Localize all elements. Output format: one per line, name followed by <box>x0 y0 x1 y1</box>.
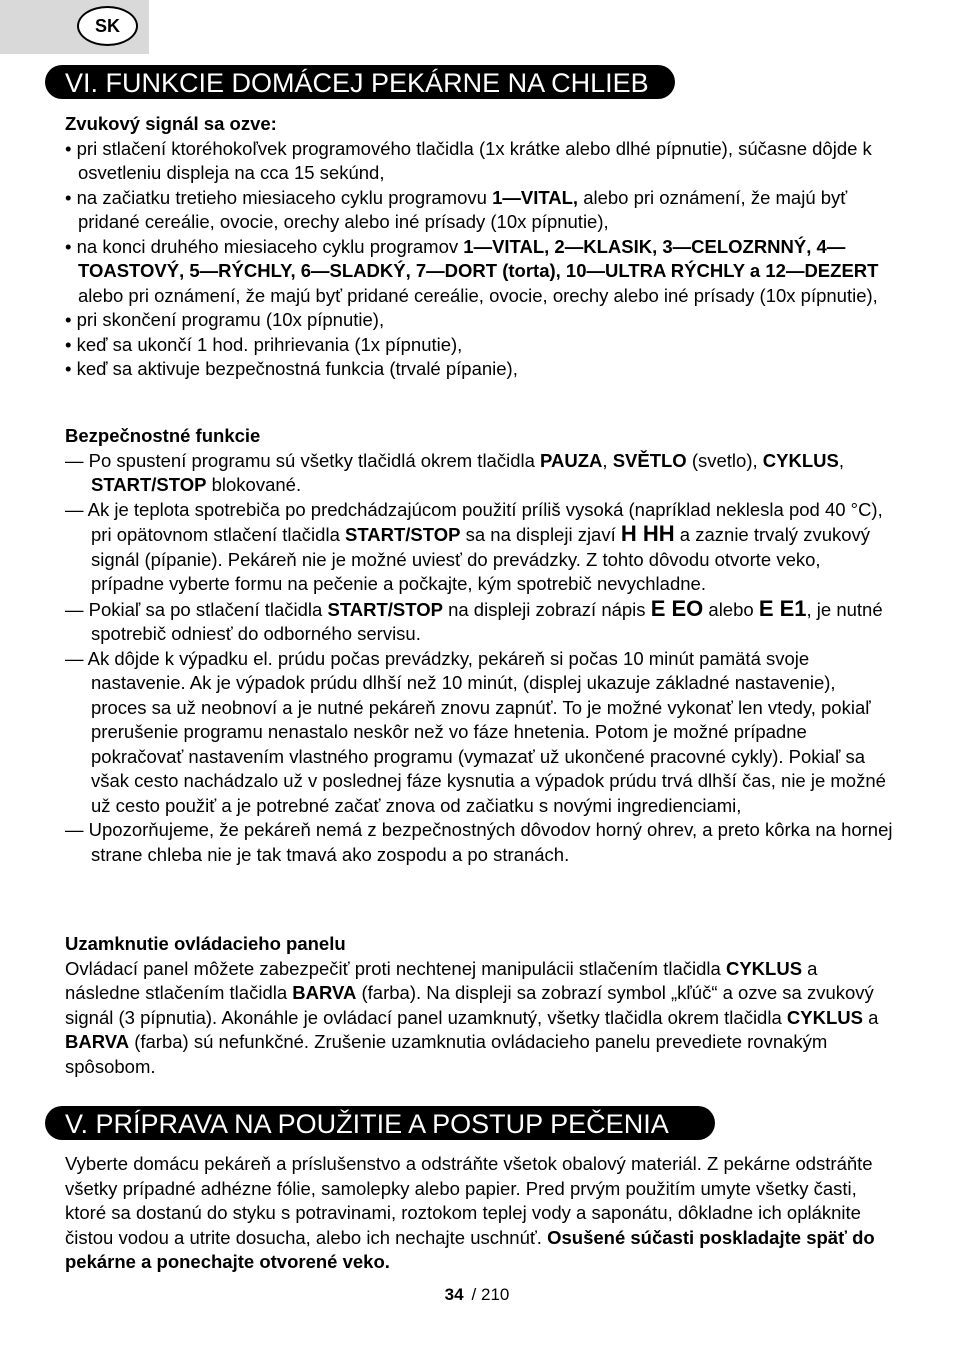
section-heading-v: V. PRÍPRAVA NA POUŽITIE A POSTUP PEČENIA <box>45 1106 715 1140</box>
list-item: • keď sa aktivuje bezpečnostná funkcia (trvalé pípanie), <box>65 358 518 379</box>
panel-lock-section <box>65 932 895 1079</box>
language-tab <box>0 0 149 54</box>
list-item: • pri stlačení ktoréhokoľvek programového tlačidla (1x krátke alebo dlhé pípnutie), súčasne dôjde k osvetleniu displeja na cca 15 sekúnd, <box>65 137 872 183</box>
panel-lock-text: Ovládací panel môžete zabezpečiť proti nechtenej manipulácii stlačením tlačidla CYKLUS a následne stlačením tlačidla BARVA (farba). Na displeji sa zobrazí symbol „kľúč“ a ozve sa zvukový signál (3 pípnutia). Akonáhle je ovládací panel uzamknutý, všetky tlačidla okrem tlačidla CYKLUS a BARVA (farba) sú nefunkčné. Zrušenie uzamknutia ovládacieho panelu prevediete rovnakým spôsobom. <box>65 957 879 1077</box>
sound-signal-title: Zvukový signál sa ozve: <box>65 113 277 134</box>
panel-lock-title: Uzamknutie ovládacieho panelu <box>65 933 346 954</box>
page-total: / 210 <box>471 1285 510 1304</box>
list-item: — Upozorňujeme, že pekáreň nemá z bezpečnostných dôvodov horný ohrev, a preto kôrka na hornej strane chleba nie je tak tmavá ako zospodu a po stranách. <box>65 819 893 865</box>
page-number <box>0 1283 954 1308</box>
section-heading-vi: VI. FUNKCIE DOMÁCEJ PEKÁRNE NA CHLIEB <box>45 65 675 99</box>
preparation-section <box>65 1152 895 1275</box>
list-item: — Ak dôjde k výpadku el. prúdu počas prevádzky, pekáreň si počas 10 minút pamätá svoje nastavenie. Ak je výpadok prúdu dlhší než 10 minút, (displej ukazuje základné nastavenie), proces sa už neobnoví a je nutné pekáreň znovu zapnúť. To je možné vykonať len vtedy, pokiaľ prerušenie programu nenastalo neskôr než vo fáze hnetenia. Potom je možné prípadne pokračovať nastavením vlastného programu (vymazať už ukončené pracovné cykly). Pokiaľ sa však cesto nachádzalo už v poslednej fáze kysnutia a výpadok prúdu trvá dlhší čas, nie je možné už cesto použiť a je potrebné začať znova od začiatku s novými ingredienciami, <box>65 647 886 816</box>
safety-title: Bezpečnostné funkcie <box>65 425 261 446</box>
list-item: — Po spustení programu sú všetky tlačidlá okrem tlačidla PAUZA, SVĚTLO (svetlo), CYKLUS, START/STOP blokované. <box>65 449 844 495</box>
safety-section <box>65 424 895 867</box>
list-item: • pri skončení programu (10x pípnutie), <box>65 309 385 330</box>
list-item: — Ak je teplota spotrebiča po predchádzajúcom použití príliš vysoká (napríklad neklesla pod 40 °C), pri opätovnom stlačení tlačidla START/STOP sa na displeji zjaví H HH a zaznie trvalý zvukový signál (pípanie). Pekáreň nie je možné uviesť do prevádzky. Z tohto dôvodu otvorte veko, prípadne vyberte formu na pečenie a počkajte, kým spotrebič nevychladne. <box>65 498 883 594</box>
list-item: • na začiatku tretieho miesiaceho cyklu programovu 1—VITAL, alebo pri oznámení, že majú byť pridané cereálie, ovocie, orechy alebo iné prísady (10x pípnutie), <box>65 186 848 232</box>
language-badge: SK <box>77 6 138 46</box>
sound-signal-section <box>65 112 895 382</box>
list-item: • keď sa ukončí 1 hod. prihrievania (1x pípnutie), <box>65 333 463 355</box>
preparation-text: Vyberte domácu pekáreň a príslušenstvo a odstráňte všetok obalový materiál. Z pekárne odstráňte všetky prípadné adhézne fólie, samolepky alebo papier. Pred prvým použitím umyte všetky časti, ktoré sa dostanú do styku s potravinami, roztokom teplej vody a saponátu, dôkladne ich opláknite čistou vodou a utrite dosucha, alebo ich nechajte uschnúť. Osušené súčasti poskladajte späť do pekárne a ponechajte otvorené veko. <box>65 1153 875 1272</box>
list-item: • na konci druhého miesiaceho cyklu programov 1—VITAL, 2—KLASIK, 3—CELOZRNNÝ, 4—TOASTOVÝ, 5—RÝCHLY, 6—SLADKÝ, 7—DORT (torta), 10—ULTRA RÝCHLY a 12—DEZERT alebo pri oznámení, že majú byť pridané cereálie, ovocie, orechy alebo iné prísady (10x pípnutie), <box>65 235 879 306</box>
page-current: 34 <box>444 1285 464 1304</box>
list-item: — Pokiaľ sa po stlačení tlačidla START/STOP na displeji zobrazí nápis E EO alebo E E1, je nutné spotrebič odniesť do odborného servisu. <box>65 595 883 644</box>
